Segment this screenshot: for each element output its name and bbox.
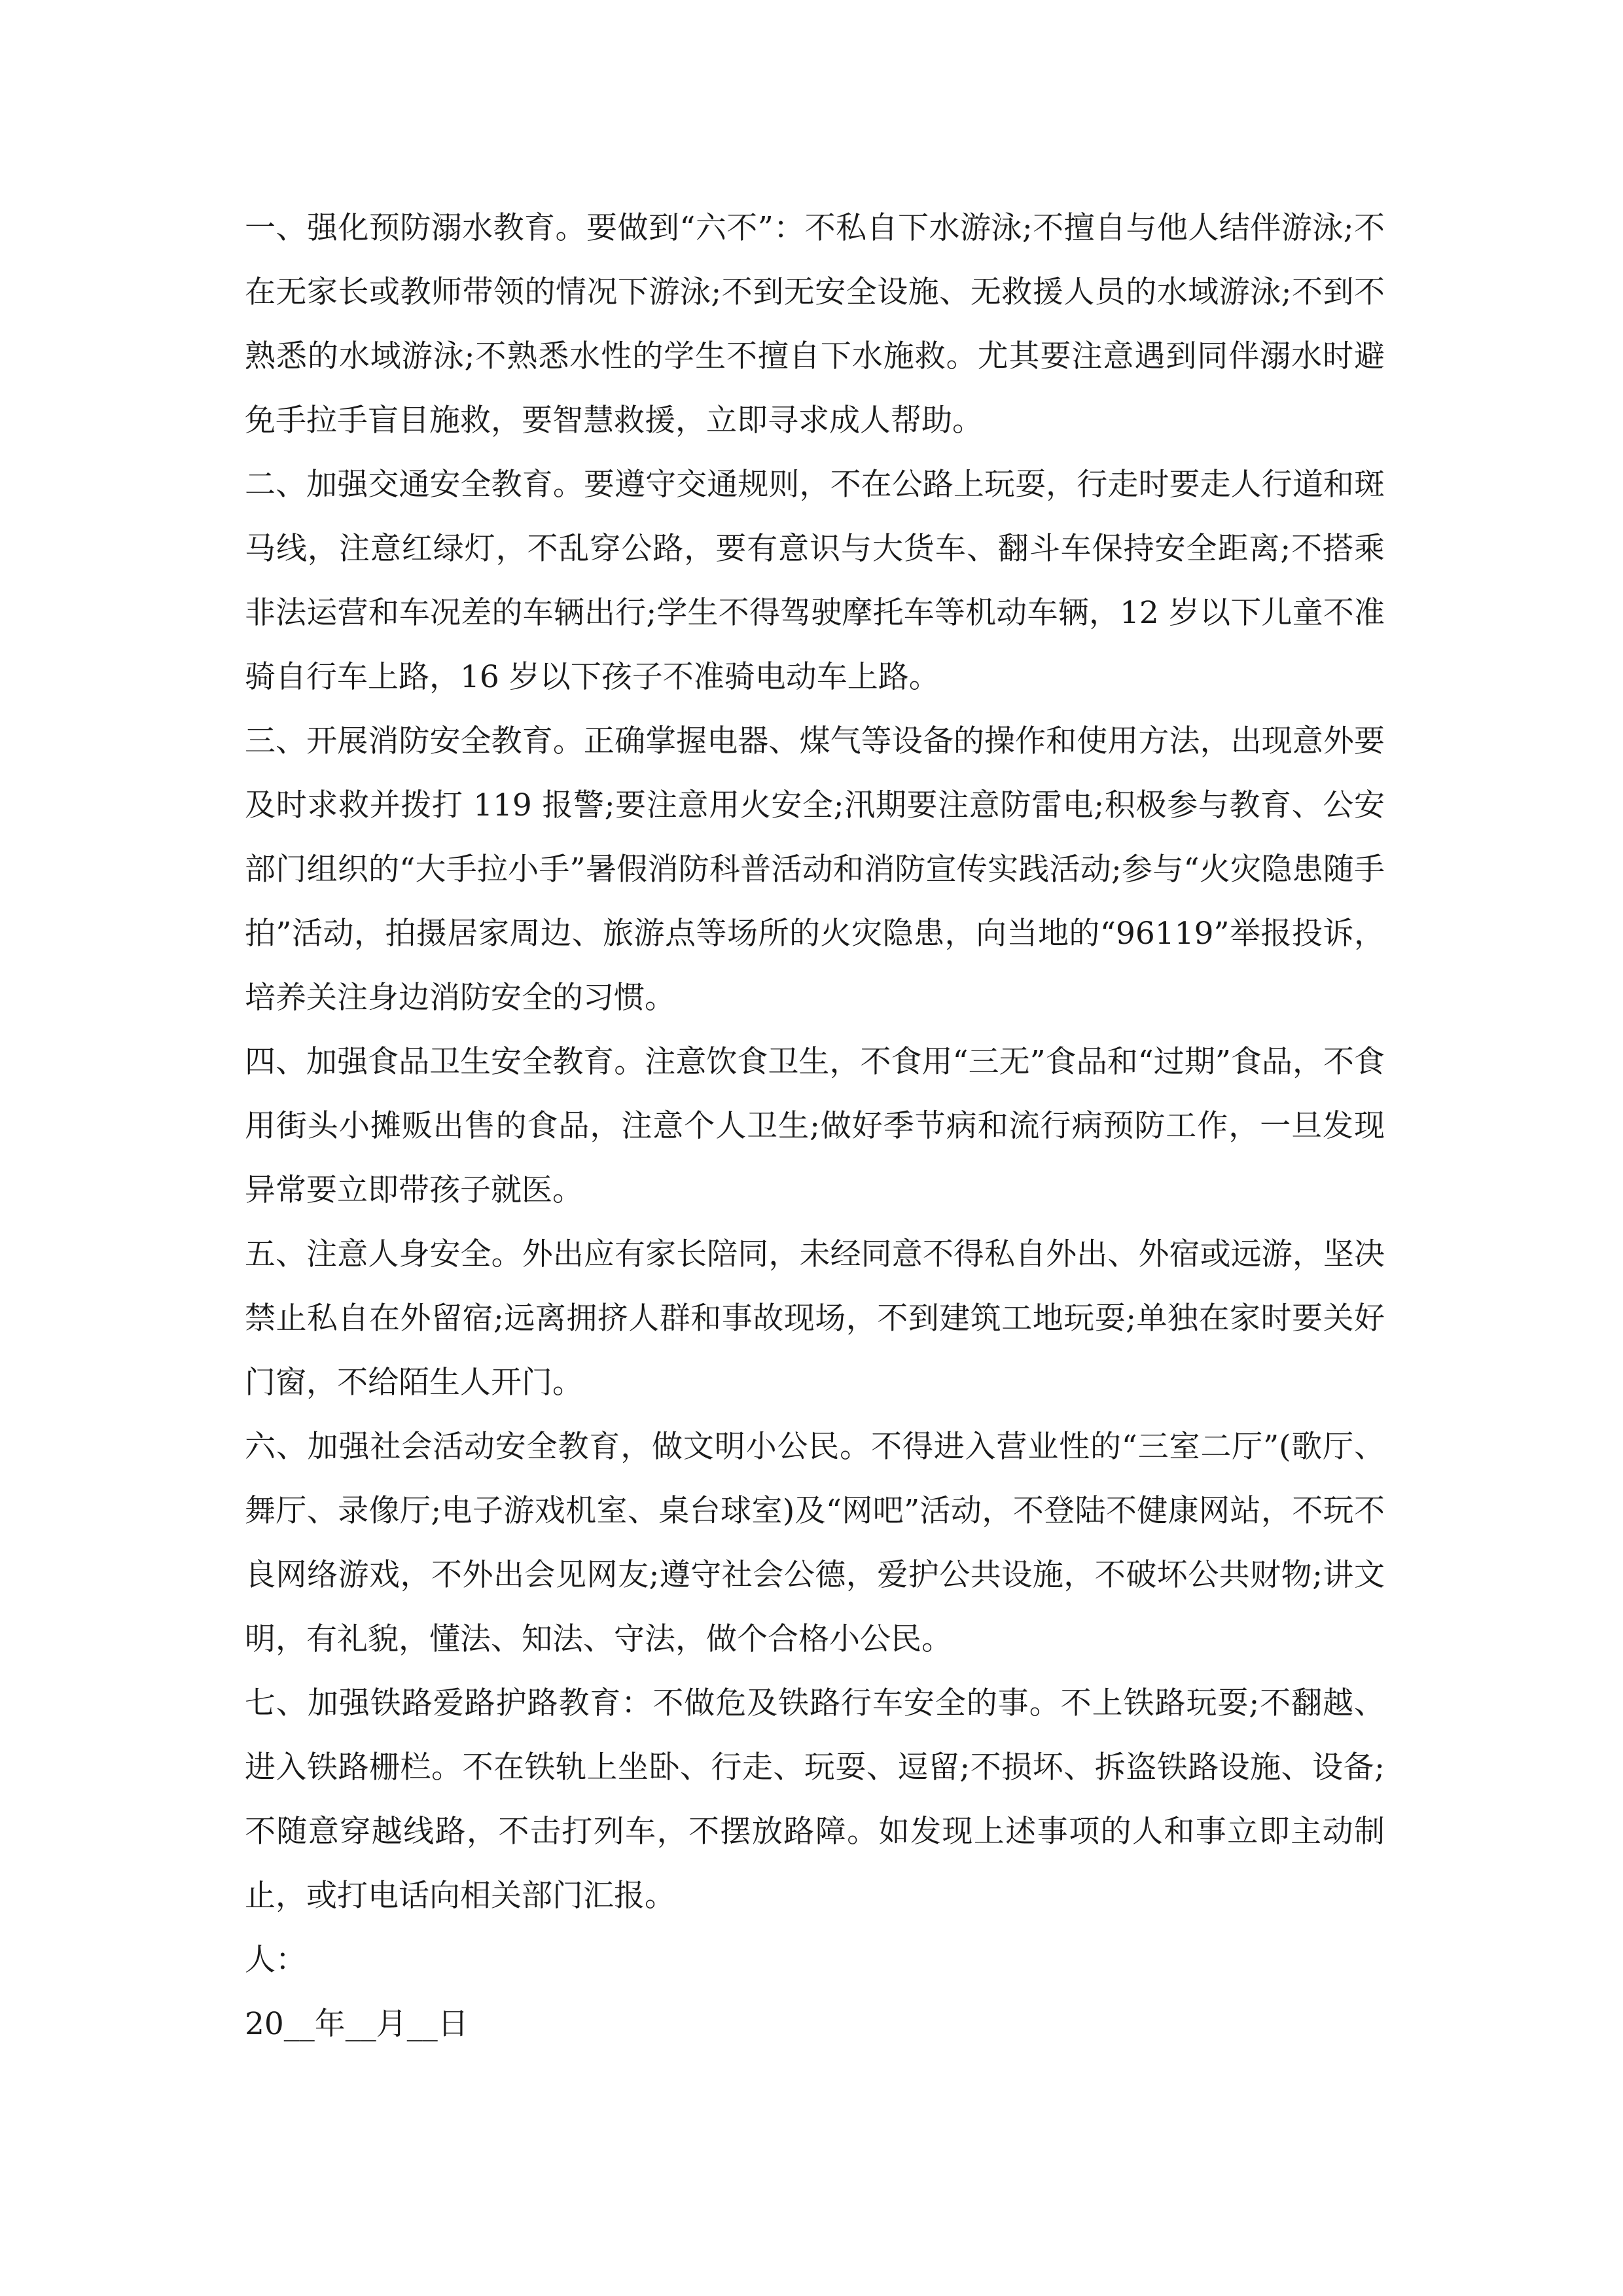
paragraph-fire-safety: 三、开展消防安全教育。正确掌握电器、煤气等设备的操作和使用方法，出现意外要及时求救并拨打 119 报警;要注意用火安全;汛期要注意防雷电;积极参与教育、公安部门组织的“大手拉小手”暑假消防科普活动和消防宣传实践活动;参与“火灾隐患随手拍”活动，拍摄居家周边、旅游点等场所的火灾隐患，向当地的“96119”举报投诉，培养关注身边消防安全的习惯。 bbox=[245, 723, 1385, 1016]
date-line: 20__年__月__日 bbox=[245, 2006, 469, 2042]
document-body bbox=[245, 196, 1385, 2056]
paragraph-drowning-prevention: 一、强化预防溺水教育。要做到“六不”：不私自下水游泳;不擅自与他人结伴游泳;不在无家长或教师带领的情况下游泳;不到无安全设施、无救援人员的水域游泳;不到不熟悉的水域游泳;不熟悉水性的学生不擅自下水施救。尤其要注意遇到同伴溺水时避免手拉手盲目施救，要智慧救援，立即寻求成人帮助。 bbox=[245, 210, 1385, 439]
paragraph-food-safety: 四、加强食品卫生安全教育。注意饮食卫生，不食用“三无”食品和“过期”食品，不食用街头小摊贩出售的食品，注意个人卫生;做好季节病和流行病预防工作，一旦发现异常要立即带孩子就医。 bbox=[245, 1044, 1385, 1208]
paragraph-personal-safety: 五、注意人身安全。外出应有家长陪同，未经同意不得私自外出、外宿或远游，坚决禁止私自在外留宿;远离拥挤人群和事故现场，不到建筑工地玩耍;单独在家时要关好门窗，不给陌生人开门。 bbox=[245, 1236, 1385, 1401]
paragraph-railway-safety: 七、加强铁路爱路护路教育：不做危及铁路行车安全的事。不上铁路玩耍;不翻越、进入铁路栅栏。不在铁轨上坐卧、行走、玩耍、逗留;不损坏、拆盗铁路设施、设备;不随意穿越线路，不击打列车，不摆放路障。如发现上述事项的人和事立即主动制止，或打电话向相关部门汇报。 bbox=[245, 1685, 1385, 1914]
paragraph-social-activity-safety: 六、加强社会活动安全教育，做文明小公民。不得进入营业性的“三室二厅”(歌厅、舞厅、录像厅;电子游戏机室、桌台球室)及“网吧”活动，不登陆不健康网站，不玩不良网络游戏，不外出会见网友;遵守社会公德，爱护公共设施，不破坏公共财物;讲文明，有礼貌，懂法、知法、守法，做个合格小公民。 bbox=[245, 1429, 1385, 1657]
paragraph-traffic-safety: 二、加强交通安全教育。要遵守交通规则，不在公路上玩耍，行走时要走人行道和斑马线，注意红绿灯，不乱穿公路，要有意识与大货车、翻斗车保持安全距离;不搭乘非法运营和车况差的车辆出行;学生不得驾驶摩托车等机动车辆，12 岁以下儿童不准骑自行车上路，16 岁以下孩子不准骑电动车上路。 bbox=[245, 467, 1385, 695]
signature-label: 人： bbox=[245, 1942, 306, 1978]
